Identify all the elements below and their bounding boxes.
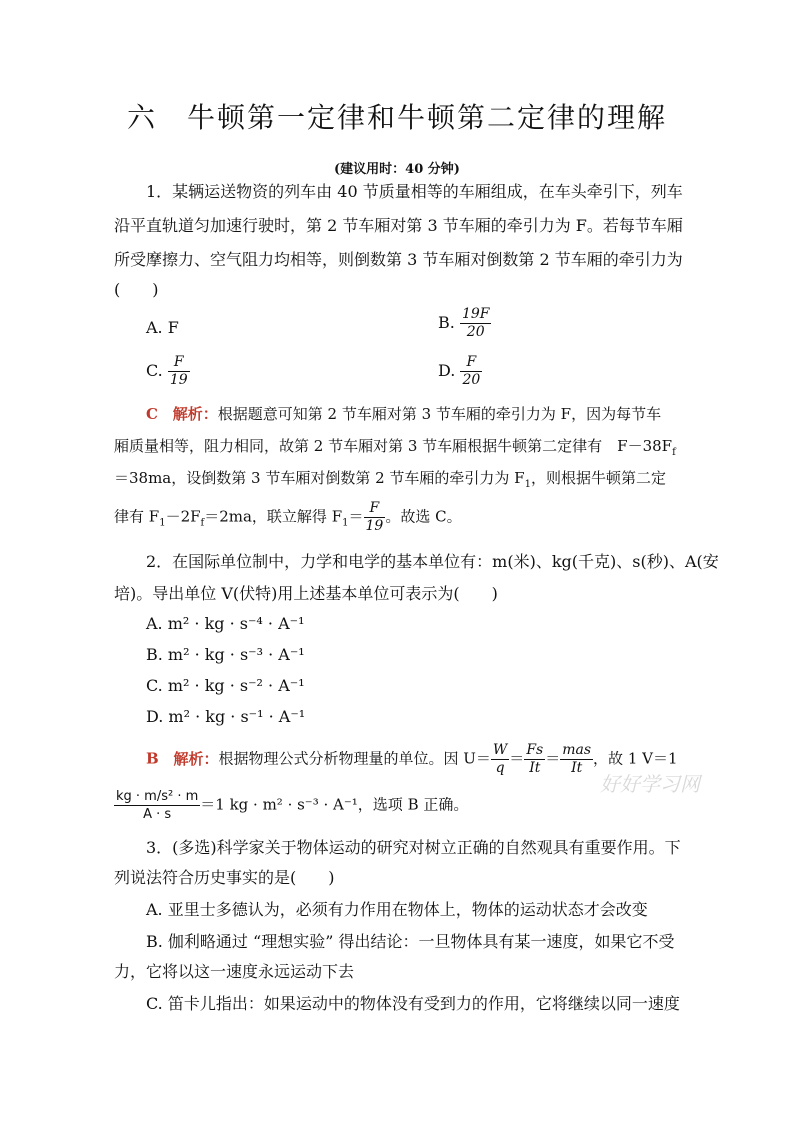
q1-analysis-label: 解析： (172, 405, 218, 423)
q2-analysis-label: 解析： (173, 749, 219, 768)
q2-answer: B (146, 749, 159, 768)
q1-solution-line-3: ＝38ma，设倒数第 3 节车厢对倒数第 2 节车厢的牵引力为 $F_1$，则根据牛顿第二定 (114, 469, 666, 490)
watermark: 好好学习网 (600, 772, 700, 796)
q1-option-b: B. $\frac{19F}{20}$ (438, 306, 490, 340)
q1-line-3: 所受摩擦力、空气阻力均相等，则倒数第 3 节车厢对倒数第 2 节车厢的牵引力为 (114, 250, 683, 269)
q3-line-2: 列说法符合历史事实的是( ) (114, 868, 335, 887)
q3-option-a: A. 亚里士多德认为，必须有力作用在物体上，物体的运动状态才会改变 (146, 900, 648, 919)
q1-solution-line-4: 律有 $F_1-2F_f=2ma$，联立解得 $F_1=$ $\frac{F}{19}$ 。故选 C。 (114, 500, 462, 534)
q1-option-c: C. $\frac{F}{19}$ (146, 354, 188, 388)
q3-option-c: C. 笛卡儿指出：如果运动中的物体没有受到力的作用，它将继续以同一速度 (146, 994, 680, 1013)
q2-option-c: C. m² · kg · s⁻² · A⁻¹ (146, 676, 305, 695)
q2-line-2: 培)。导出单位 V(伏特)用上述基本单位可表示为( ) (114, 584, 498, 603)
q1-line-1: 1．某辆运送物资的列车由 40 节质量相等的车厢组成，在车头牵引下，列车 (146, 182, 683, 201)
q2-solution-line-1: B 解析：根据物理公式分析物理量的单位。因 U＝ $\frac{W}{q}$ ＝ $\frac{Fs}{It}$ ＝ $\frac{\text{mas}}{It}$ ，故 1 V＝1 (146, 742, 678, 776)
q2-option-b: B. m² · kg · s⁻³ · A⁻¹ (146, 645, 305, 664)
q3-option-b-line-2: 力，它将以这一速度永远运动下去 (114, 962, 355, 981)
q2-solution-line-2: $\frac{\text{kg · m/s² · m}}{A \cdot s}$ ＝1 kg · m² · s⁻³ · A⁻¹，选项 B 正确。 (116, 789, 469, 822)
q3-option-b-line-1: B. 伽利略通过 “理想实验” 得出结论：一旦物体具有某一速度，如果它不受 (146, 932, 675, 951)
q1-option-a: A. F (146, 318, 179, 337)
page-title: 六 牛顿第一定律和牛顿第二定律的理解 (126, 101, 667, 134)
q2-line-1: 2．在国际单位制中，力学和电学的基本单位有：m(米)、kg(千克)、s(秒)、A(安 (146, 552, 719, 571)
q1-answer: C (146, 405, 158, 423)
q2-option-d: D. m² · kg · s⁻¹ · A⁻¹ (146, 707, 306, 726)
q1-solution-line-2: 厢质量相等，阻力相同，故第 2 节车厢对第 3 节车厢根据牛顿第二定律有 $F-38F_f$ (114, 437, 676, 458)
q1-option-d: D. $\frac{F}{20}$ (438, 354, 481, 388)
suggested-time: (建议用时：40 分钟) (334, 162, 460, 177)
q1-line-2: 沿平直轨道匀加速行驶时，第 2 节车厢对第 3 节车厢的牵引力为 F。若每节车厢 (114, 216, 683, 235)
q3-line-1: 3．(多选)科学家关于物体运动的研究对树立正确的自然观具有重要作用。下 (146, 838, 681, 857)
q1-line-4: ( ) (114, 280, 159, 299)
q2-option-a: A. m² · kg · s⁻⁴ · A⁻¹ (146, 614, 305, 633)
q1-solution-line-1: C 解析：根据题意可知第 2 节车厢对第 3 节车厢的牵引力为 F，因为每节车 (146, 405, 662, 423)
